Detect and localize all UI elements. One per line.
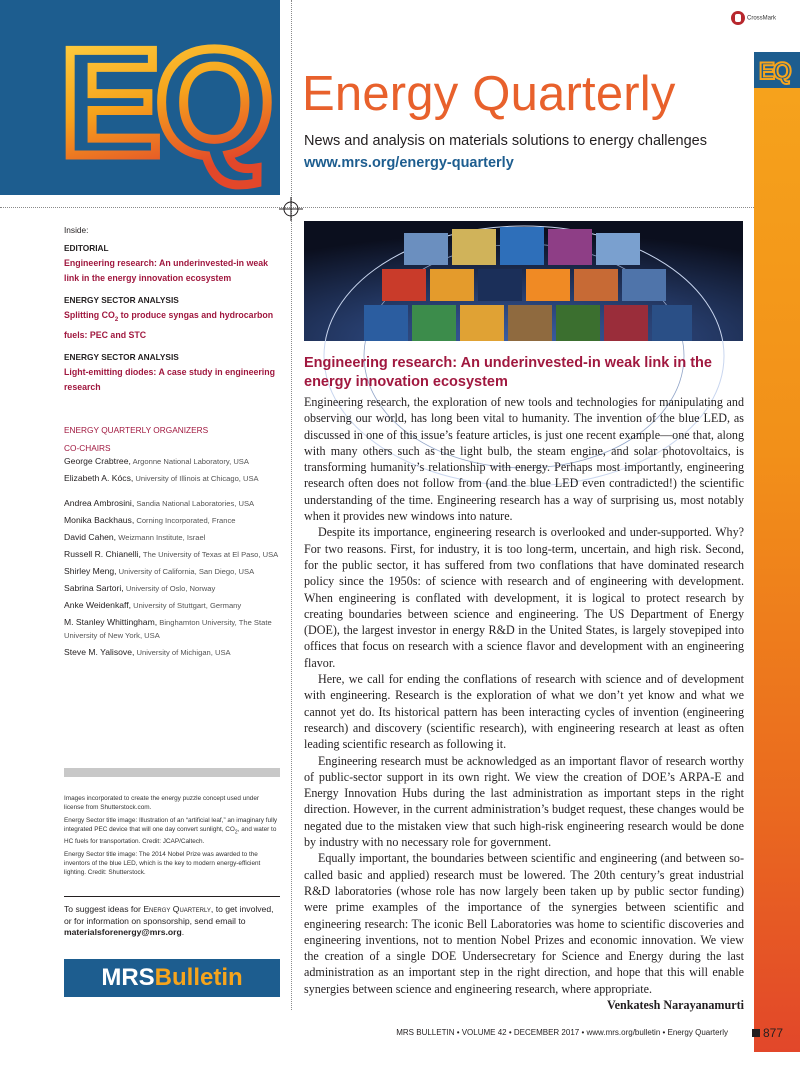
organizer-entry [64,455,280,468]
suggest-text-a: To suggest ideas for [64,904,144,914]
image-credits [64,794,280,881]
inside-item-led[interactable]: Light-emitting diodes: A case study in engineering research [64,366,275,392]
organizer-name: Elizabeth A. Kócs, [64,473,134,483]
article-author: Venkatesh Narayanamurti [607,997,744,1012]
page-marker-icon [752,1029,760,1037]
side-eq-text: EQ [759,58,790,85]
inside-item-editorial[interactable]: Engineering research: An underinvested-in weak link in the energy innovation ecosystem [64,258,269,283]
mrs-bulletin-part2: Bulletin [154,964,243,991]
header-url-link[interactable]: www.mrs.org/energy-quarterly [304,155,514,171]
organizer-name: Andrea Ambrosini, [64,498,135,508]
article-paragraph: Despite its importance, engineering research is overlooked and under-supported. Why? For two reasons. First, for industry, it is too long-term, uncertain, and high risk. Second, for the public sector, it has suffered from two conflations that have dominated research policy since the 1950s: of science with research and of engineering with development. When engineering is conflated with development, it is logical to protect research by creating boundaries between science and engineering. The US Department of Energy (DOE), the largest investor in energy R&D in the United States, is largely stovepiped into offices that focus on research with a science flavor and development with an engineering flavor. [304,525,744,670]
organizer-affiliation: The University of Texas at El Paso, USA [140,550,279,559]
article-paragraph: Equally important, the boundaries between scientific and engineering (and between so-called basic and applied) research must be lowered. The 20th century’s great industrial R&D laboratories (whose role has now largely been taken up by public sector funding) were prime examples of the importance of the synergies between scientific and engineering research: The iconic Bell Laboratories was home to scientific discoveries and engineering inventions, not to mention Nobel Prizes and economic innovation. We view the creation of a single DOE Undersecretary for Science and Energy during the last administration as an important step in the right direction, and hope that this will enable synergies between science and engineering research, where appropriate. [304,851,744,996]
mrs-bulletin-part1: MRS [101,964,155,991]
suggest-period: . [181,927,185,937]
subscript-2: 2 [114,316,119,323]
suggest-brand: Energy Quarterly [143,904,211,914]
organizer-entry [64,565,280,578]
page-footer: MRS BULLETIN • VOLUME 42 • DECEMBER 2017 • www.mrs.org/bulletin • Energy Quarterly [396,1028,728,1037]
inside-item-co2[interactable] [64,308,280,343]
inside-item-co2-text-a: Splitting CO [64,310,115,320]
organizer-entry [64,548,280,561]
page-title: Energy Quarterly [302,67,676,121]
organizers-heading: ENERGY QUARTERLY ORGANIZERS [64,425,209,435]
organizer-name: Steve M. Yalisove, [64,647,135,657]
suggest-email-link[interactable]: materialsforenergy@mrs.org [64,927,182,937]
organizer-name: David Cahen, [64,532,117,542]
eq-logo-text: EQ [60,18,268,188]
organizer-entry [64,497,280,510]
crossmark-icon [731,11,745,25]
article-title: Engineering research: An underinvested-in weak link in the energy innovation ecosystem [304,355,712,390]
organizer-name: Shirley Meng, [64,566,117,576]
credit-note [64,816,280,846]
page-number-value: 877 [763,1026,784,1040]
organizer-affiliation: Binghamton University, The State University of New York, USA [64,618,272,640]
page-subtitle: News and analysis on materials solutions to energy challenges [304,133,707,149]
sidebar-grey-bar [64,768,280,777]
organizer-entry [64,472,280,485]
organizer-affiliation: Argonne National Laboratory, USA [130,457,249,466]
crossmark-label: CrossMark [747,15,777,22]
inside-category: ENERGY SECTOR ANALYSIS [64,351,179,362]
column-divider [291,0,292,1010]
inside-label: Inside: [64,225,89,235]
credit-note: Energy Sector title image: The 2014 Nobel Prize was awarded to the inventors of the blue LED, which is the key to modern energy-efficient lighting. Credit: Shutterstock. [64,851,261,877]
organizer-affiliation: University of Michigan, USA [134,648,231,657]
eq-logo [58,18,268,188]
inside-category: ENERGY SECTOR ANALYSIS [64,295,179,305]
credit-text-a: Energy Sector title image: Illustration of an “artificial leaf,” an imaginary fully integrated PEC device that will one day convert sunlight, CO [64,817,278,833]
inside-category: EDITORIAL [64,243,109,253]
subscript-2: 2 [234,829,238,836]
organizer-affiliation: Sandia National Laboratories, USA [134,499,255,508]
organizer-affiliation: University of Stuttgart, Germany [131,601,242,610]
organizer-name: George Crabtree, [64,456,131,466]
credit-text-b: , and water to HC fuels for transportation. Credit: JCAP/Caltech. [64,826,277,846]
inside-item-co2-text-b: to produce syngas and hydrocarbon fuels: PEC and STC [64,310,274,340]
header-divider [0,207,754,208]
organizer-entry [64,646,280,659]
suggest-text-b: , to get involved, or for information on sponsorship, send email to [64,904,274,926]
organizer-affiliation: University of Illinois at Chicago, USA [133,474,259,483]
organizer-name: Russell R. Chianelli, [64,549,141,559]
organizer-name: Sabrina Sartori, [64,583,124,593]
organizer-affiliation: University of California, San Diego, USA [116,567,255,576]
organizer-entry [64,582,280,595]
article-paragraph: Engineering research, the exploration of new tools and technologies for manipulating and observing our world, has long been vital to humanity. The invention of the blue LED, as discussed in one of this issue’s feature articles, is just one recent example—one that, along with many others such as the light bulb, the steam engine, and solar photovoltaics, is transforming humanity’s relationship with energy. Perhaps most importantly, engineering research often does not follow from (and the blue LED even contradicted!) the scientific understanding of the time. Engineering research has a way of surprising us, most notably when it provides new windows into nature. [304,395,744,524]
inside-section [64,223,280,395]
organizer-name: M. Stanley Whittingham, [64,617,158,627]
cochairs-label: CO-CHAIRS [64,443,111,453]
organizer-affiliation: University of Oslo, Norway [123,584,216,593]
organizer-affiliation: Weizmann Institute, Israel [116,533,206,542]
suggest-box [64,904,280,939]
article-paragraph: Engineering research must be acknowledged as an important flavor of research worthy of public-sector support in its own right. We view the creation of DOE’s ARPA-E and Energy Innovation Hubs during the last administration as important steps in the right direction. However, in the current administration’s budget request, these changes would be negated due to the mistaken view that such high-risk engineering research would be done by industry with no necessary role for government. [304,753,744,850]
article-body [304,394,744,1013]
mrs-bulletin-logo [64,959,280,997]
organizer-name: Anke Weidenkaff, [64,600,132,610]
organizer-entry [64,531,280,544]
page-number [752,1026,783,1040]
side-color-strip [754,52,800,1052]
article-paragraph: Here, we call for ending the conflations of research with science and of development with engineering. Research is the exploration of what we don’t yet know and what we cannot yet do. Its historical pattern has been interacting cycles of invention (engineering research) and discovery (scientific research), with engineering research at least as often leading scientific research as following it. [304,672,744,752]
side-eq-tab [754,52,800,88]
energy-puzzle-image [304,221,743,341]
credit-note: Images incorporated to create the energy puzzle concept used under license from Shutterstock.com. [64,795,260,811]
organizer-entry [64,599,280,612]
organizer-name: Monika Backhaus, [64,515,135,525]
suggest-divider [64,896,280,897]
organizers-section [64,423,280,663]
eq-logo-block [0,0,280,195]
organizer-affiliation: Corning Incorporated, France [134,516,236,525]
organizer-entry [64,616,280,642]
registration-mark [279,197,303,226]
organizer-entry [64,514,280,527]
crossmark-badge[interactable] [731,11,776,25]
